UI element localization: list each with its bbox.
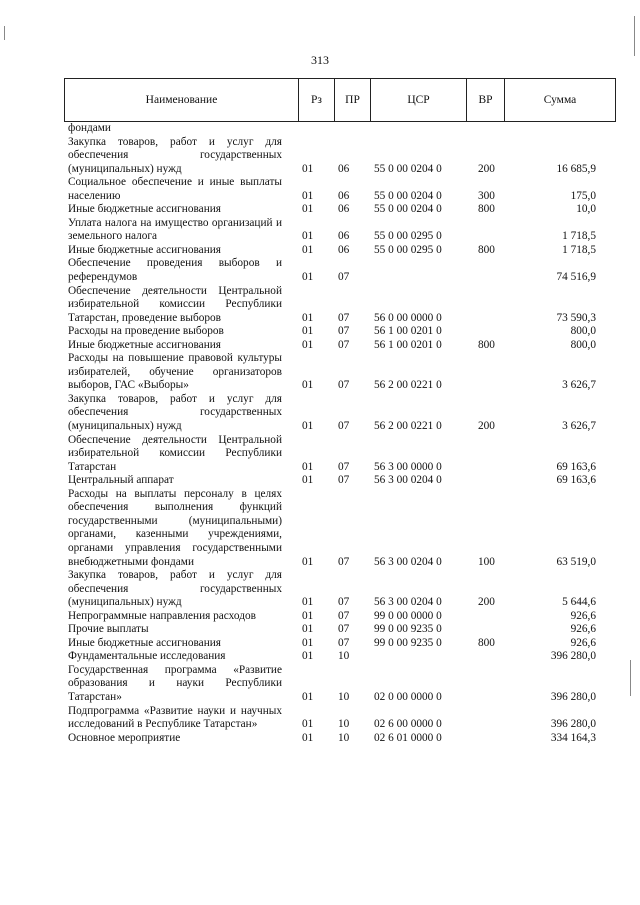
scan-mark [634, 16, 635, 56]
cell-name: Расходы на проведение выборов [68, 325, 224, 338]
cell-csr: 55 0 00 0204 0 [374, 189, 442, 202]
cell-name: Иные бюджетные ассигнования [68, 636, 221, 649]
cell-rz: 01 [302, 420, 314, 433]
table-row [68, 136, 596, 177]
cell-rz: 01 [302, 338, 314, 351]
cell-csr: 55 0 00 0295 0 [374, 230, 442, 243]
cell-csr: 56 3 00 0204 0 [374, 555, 442, 568]
header-name: Наименование [65, 79, 299, 121]
cell-vr: 200 [478, 162, 495, 175]
cell-csr: 99 0 00 0000 0 [374, 609, 442, 622]
cell-rz: 01 [302, 731, 314, 744]
cell-rz: 01 [302, 474, 314, 487]
cell-name: Уплата налога на имущество организаций и земельного налога [68, 216, 282, 243]
cell-name: Фундаментальные исследования [68, 650, 226, 663]
scan-mark [4, 26, 5, 40]
cell-sum: 800,0 [570, 338, 596, 351]
cell-sum: 396 280,0 [550, 650, 596, 663]
cell-pr: 10 [338, 650, 350, 663]
cell-rz: 01 [302, 311, 314, 324]
cell-sum: 74 516,9 [556, 271, 596, 284]
cell-rz: 01 [302, 555, 314, 568]
cell-pr: 07 [338, 474, 350, 487]
cell-name: Закупка товаров, работ и услуг для обеспечения государственных (муниципальных) нужд [68, 392, 282, 433]
cell-csr: 99 0 00 9235 0 [374, 636, 442, 649]
cell-pr: 07 [338, 338, 350, 351]
cell-name: Непрограммные направления расходов [68, 609, 256, 622]
cell-rz: 01 [302, 243, 314, 256]
cell-name: Иные бюджетные ассигнования [68, 203, 221, 216]
cell-csr: 56 3 00 0000 0 [374, 460, 442, 473]
cell-sum: 16 685,9 [556, 162, 596, 175]
cell-csr: 56 1 00 0201 0 [374, 338, 442, 351]
cell-vr: 800 [478, 243, 495, 256]
table-row [68, 339, 596, 353]
cell-name: Обеспечение деятельности Центральной избирательной комиссии Республики Татарстан, проведение выборов [68, 284, 282, 324]
cell-name: Расходы на выплаты персоналу в целях обеспечения выполнения функций государственными (муниципальными) органами, казенными учреждениями, органами управления государственными внебюджетными фондами [68, 487, 282, 568]
table-body [68, 122, 596, 745]
header-rz: Рз [299, 79, 335, 121]
cell-pr: 07 [338, 623, 350, 636]
cell-csr: 55 0 00 0295 0 [374, 243, 442, 256]
cell-sum: 73 590,3 [556, 311, 596, 324]
cell-rz: 01 [302, 162, 314, 175]
cell-pr: 06 [338, 203, 350, 216]
cell-pr: 07 [338, 325, 350, 338]
cell-vr: 800 [478, 203, 495, 216]
table-row [68, 650, 596, 664]
table-row [68, 610, 596, 624]
cell-pr: 07 [338, 271, 350, 284]
cell-pr: 07 [338, 609, 350, 622]
page-number: 313 [311, 53, 329, 67]
cell-name: Иные бюджетные ассигнования [68, 243, 221, 256]
cell-sum: 10,0 [576, 203, 596, 216]
cell-csr: 56 2 00 0221 0 [374, 420, 442, 433]
cell-rz: 01 [302, 203, 314, 216]
cell-sum: 334 164,3 [550, 731, 596, 744]
cell-pr: 07 [338, 311, 350, 324]
scan-mark [630, 660, 631, 696]
cell-pr: 07 [338, 460, 350, 473]
cell-rz: 01 [302, 718, 314, 731]
table-row [68, 623, 596, 637]
cell-csr: 56 3 00 0204 0 [374, 596, 442, 609]
cell-vr: 800 [478, 338, 495, 351]
cell-name: Обеспечение проведения выборов и референдумов [68, 257, 282, 284]
table-row [68, 244, 596, 258]
cell-name: Основное мероприятие [68, 731, 181, 744]
cell-csr: 02 0 00 0000 0 [374, 690, 442, 703]
cell-pr: 10 [338, 690, 350, 703]
cell-sum: 926,6 [570, 609, 596, 622]
cell-rz: 01 [302, 460, 314, 473]
cell-sum: 3 626,7 [562, 420, 596, 433]
header-vr: ВР [467, 79, 505, 121]
cell-name: фондами [68, 122, 111, 134]
cell-pr: 07 [338, 596, 350, 609]
cell-sum: 396 280,0 [550, 718, 596, 731]
cell-vr: 200 [478, 420, 495, 433]
cell-name: Обеспечение деятельности Центральной избирательной комиссии Республики Татарстан [68, 433, 282, 473]
cell-rz: 01 [302, 650, 314, 663]
cell-pr: 10 [338, 731, 350, 744]
cell-rz: 01 [302, 690, 314, 703]
cell-rz: 01 [302, 325, 314, 338]
cell-csr: 55 0 00 0204 0 [374, 203, 442, 216]
table-row [68, 285, 596, 326]
cell-csr: 56 0 00 0000 0 [374, 311, 442, 324]
table-row [68, 122, 596, 136]
cell-rz: 01 [302, 609, 314, 622]
table-row [68, 217, 596, 244]
table-row [68, 732, 596, 746]
cell-sum: 926,6 [570, 623, 596, 636]
cell-sum: 69 163,6 [556, 460, 596, 473]
cell-rz: 01 [302, 230, 314, 243]
cell-vr: 200 [478, 596, 495, 609]
cell-name: Центральный аппарат [68, 474, 174, 487]
cell-vr: 300 [478, 189, 495, 202]
cell-name: Государственная программа «Развитие образования и науки Республики Татарстан» [68, 663, 282, 703]
cell-csr: 56 1 00 0201 0 [374, 325, 442, 338]
cell-rz: 01 [302, 379, 314, 392]
table-row [68, 393, 596, 434]
table-row [68, 257, 596, 284]
header-sum: Сумма [543, 94, 577, 106]
table-row [68, 637, 596, 651]
cell-vr: 800 [478, 636, 495, 649]
cell-sum: 1 718,5 [562, 230, 596, 243]
cell-name: Закупка товаров, работ и услуг для обеспечения государственных (муниципальных) нужд [68, 569, 282, 609]
table-row [68, 434, 596, 475]
cell-rz: 01 [302, 636, 314, 649]
cell-pr: 07 [338, 636, 350, 649]
header-csr: ЦСР [371, 79, 467, 121]
cell-name: Закупка товаров, работ и услуг для обеспечения государственных (муниципальных) нужд [68, 135, 282, 175]
table-row [68, 474, 596, 488]
cell-sum: 800,0 [570, 325, 596, 338]
cell-sum: 926,6 [570, 636, 596, 649]
cell-sum: 175,0 [570, 189, 596, 202]
cell-sum: 3 626,7 [562, 379, 596, 392]
cell-rz: 01 [302, 189, 314, 202]
cell-name: Социальное обеспечение и иные выплаты населению [68, 176, 282, 202]
cell-pr: 07 [338, 555, 350, 568]
cell-csr: 99 0 00 9235 0 [374, 623, 442, 636]
table-header [64, 78, 616, 122]
cell-rz: 01 [302, 623, 314, 636]
cell-pr: 10 [338, 718, 350, 731]
header-pr: ПР [335, 79, 371, 121]
cell-sum: 396 280,0 [550, 690, 596, 703]
table-row [68, 176, 596, 203]
cell-sum: 1 718,5 [562, 243, 596, 256]
cell-csr: 55 0 00 0204 0 [374, 162, 442, 175]
cell-rz: 01 [302, 596, 314, 609]
table-row [68, 569, 596, 610]
cell-pr: 06 [338, 230, 350, 243]
cell-rz: 01 [302, 271, 314, 284]
cell-name: Иные бюджетные ассигнования [68, 338, 221, 351]
cell-name: Подпрограмма «Развитие науки и научных исследований в Республике Татарстан» [68, 704, 282, 731]
cell-csr: 02 6 01 0000 0 [374, 731, 442, 744]
table-row [68, 352, 596, 393]
table-row [68, 203, 596, 217]
cell-pr: 07 [338, 379, 350, 392]
cell-pr: 07 [338, 420, 350, 433]
cell-name: Прочие выплаты [68, 623, 149, 636]
table-row [68, 488, 596, 569]
cell-csr: 56 2 00 0221 0 [374, 379, 442, 392]
cell-csr: 56 3 00 0204 0 [374, 474, 442, 487]
cell-sum: 5 644,6 [562, 596, 596, 609]
cell-sum: 63 519,0 [556, 555, 596, 568]
cell-pr: 06 [338, 189, 350, 202]
cell-name: Расходы на повышение правовой культуры избирателей, обучение организаторов выборов, ГАС «Выборы» [68, 352, 282, 392]
cell-vr: 100 [478, 555, 495, 568]
table-row [68, 664, 596, 705]
cell-pr: 06 [338, 162, 350, 175]
table-row [68, 325, 596, 339]
table-row [68, 705, 596, 732]
cell-sum: 69 163,6 [556, 474, 596, 487]
cell-pr: 06 [338, 243, 350, 256]
cell-csr: 02 6 00 0000 0 [374, 718, 442, 731]
